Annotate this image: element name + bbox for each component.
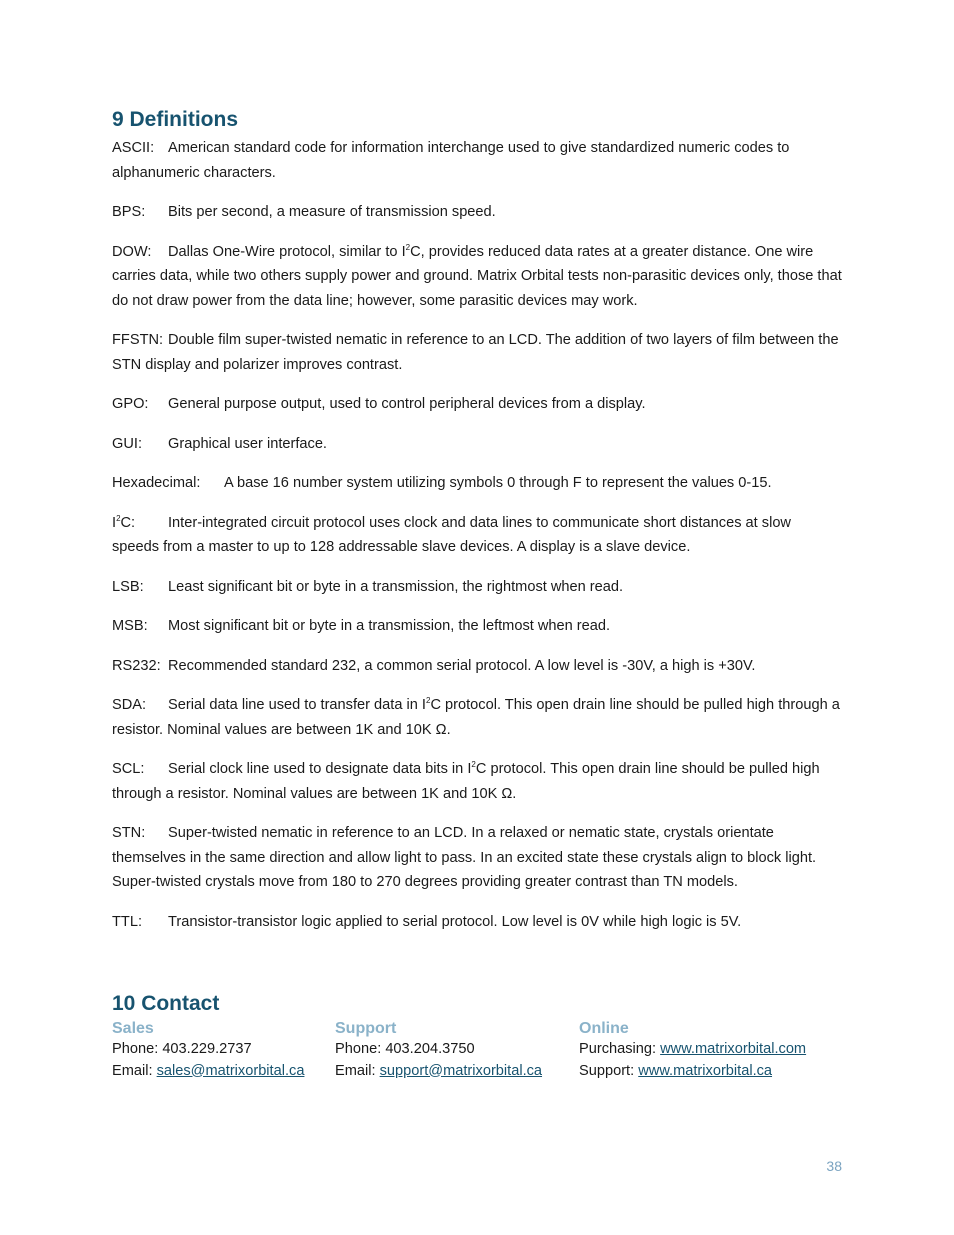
definition-text: A base 16 number system utilizing symbols 0 through F to represent the values 0-15.	[224, 475, 772, 491]
definition-text: Serial clock line used to designate data bits in I	[168, 761, 472, 777]
definition-text: Recommended standard 232, a common serial protocol. A low level is -30V, a high is +30V.	[168, 657, 756, 674]
term: SCL:	[112, 761, 145, 777]
term: GPO:	[112, 396, 149, 412]
sales-title: Sales	[112, 1020, 154, 1037]
online-title: Online	[579, 1020, 629, 1037]
definition-text: Bits per second, a measure of transmission speed.	[168, 204, 496, 220]
definition-text: C protocol. This open drain line should be pulled high through a resistor. Nominal values are between 1K and 10K Ω.	[112, 697, 840, 738]
sales-email-link[interactable]: sales@matrixorbital.ca	[156, 1062, 305, 1079]
term: LSB:	[112, 578, 144, 595]
definition-text: Graphical user interface.	[168, 435, 327, 452]
contact-heading: 10 Contact	[112, 992, 220, 1015]
term: DOW:	[112, 243, 152, 260]
term: TTL:	[112, 913, 142, 930]
term: MSB:	[112, 618, 148, 634]
support-email-link[interactable]: support@matrixorbital.ca	[379, 1062, 543, 1079]
definition-bps	[112, 200, 842, 225]
definition-lsb	[112, 575, 842, 600]
definition-text: Most significant bit or byte in a transmission, the leftmost when read.	[168, 618, 611, 634]
contact-columns	[112, 1019, 852, 1082]
purchasing-label: Purchasing:	[579, 1041, 661, 1057]
phone-value: 403.229.2737	[162, 1041, 252, 1057]
contact-online	[579, 1019, 849, 1082]
term: STN:	[112, 825, 146, 841]
definitions-heading: 9 Definitions	[112, 108, 239, 131]
term: Hexadecimal:	[112, 475, 201, 491]
email-label: Email:	[335, 1062, 380, 1079]
term: SDA:	[112, 697, 147, 713]
online-purchasing	[579, 1039, 849, 1061]
email-label: Email:	[112, 1062, 157, 1079]
online-support	[579, 1061, 849, 1083]
definition-ttl	[112, 910, 842, 935]
definition-rs232	[112, 654, 842, 679]
definition-text: Transistor-transistor logic applied to serial protocol. Low level is 0V while high logic is 5V.	[168, 913, 742, 930]
term: FFSTN:	[112, 332, 164, 348]
definition-sda	[112, 693, 842, 742]
term: ASCII:	[112, 140, 155, 156]
sales-email	[112, 1061, 335, 1083]
definition-gpo	[112, 392, 842, 417]
definitions-section	[112, 108, 842, 949]
term: GUI:	[112, 435, 142, 452]
definitions-list	[112, 136, 842, 934]
definition-hexadecimal	[112, 471, 842, 496]
contact-sales	[112, 1019, 335, 1082]
sales-phone	[112, 1039, 335, 1061]
definition-text: Super-twisted nematic in reference to an LCD. In a relaxed or nematic state, crystals orientate themselves in the same direction and allow light to pass. In an excited state these crystals align to block light. Super-twisted crystals move from 180 to 270 degrees providing greater contrast than TN models.	[112, 825, 817, 890]
support-label: Support:	[579, 1062, 639, 1079]
term-part: I	[112, 514, 117, 531]
definition-gui	[112, 432, 842, 457]
definition-text: Inter-integrated circuit protocol uses clock and data lines to communicate short distances at slow speeds from a master to up to 128 addressable slave devices. A display is a slave device.	[112, 514, 791, 555]
superscript: 2	[405, 242, 411, 252]
support-email	[335, 1061, 579, 1083]
support-title: Support	[335, 1020, 397, 1037]
definition-text: Dallas One-Wire protocol, similar to I	[168, 243, 406, 260]
definition-ffstn	[112, 328, 842, 377]
phone-label: Phone:	[112, 1041, 163, 1057]
contact-support	[335, 1019, 579, 1082]
term: BPS:	[112, 204, 146, 220]
definition-text: Least significant bit or byte in a transmission, the rightmost when read.	[168, 578, 624, 595]
definition-ascii	[112, 136, 842, 185]
definition-text: American standard code for information interchange used to give standardized numeric codes to alphanumeric characters.	[112, 140, 790, 181]
support-link[interactable]: www.matrixorbital.ca	[638, 1062, 773, 1079]
superscript: 2	[425, 696, 431, 705]
definition-dow	[112, 240, 842, 314]
contact-section	[112, 992, 852, 1082]
term	[112, 511, 168, 536]
phone-value: 403.204.3750	[385, 1041, 475, 1057]
definition-text: Serial data line used to transfer data in I	[168, 697, 426, 713]
definition-text: Double film super-twisted nematic in reference to an LCD. The addition of two layers of film between the STN display and polarizer improves contrast.	[112, 332, 839, 373]
definition-i2c	[112, 511, 842, 560]
definition-text: General purpose output, used to control peripheral devices from a display.	[168, 396, 646, 412]
definition-msb	[112, 614, 842, 639]
term: RS232:	[112, 657, 161, 674]
superscript: 2	[116, 513, 121, 523]
definition-text: C protocol. This open drain line should be pulled high through a resistor. Nominal values are between 1K and 10K Ω.	[112, 761, 820, 802]
definition-scl	[112, 757, 842, 806]
definition-text: C, provides reduced data rates at a greater distance. One wire carries data, while two others supply power and ground. Matrix Orbital tests non-parasitic devices only, those that do not draw power from the data line; however, some parasitic devices may work.	[112, 243, 842, 309]
superscript: 2	[471, 760, 476, 769]
page-number: 38	[826, 1158, 842, 1174]
phone-label: Phone:	[335, 1041, 386, 1057]
purchasing-link[interactable]: www.matrixorbital.com	[660, 1041, 807, 1057]
term-part: C:	[120, 514, 136, 531]
support-phone	[335, 1039, 579, 1061]
definition-stn	[112, 821, 842, 895]
